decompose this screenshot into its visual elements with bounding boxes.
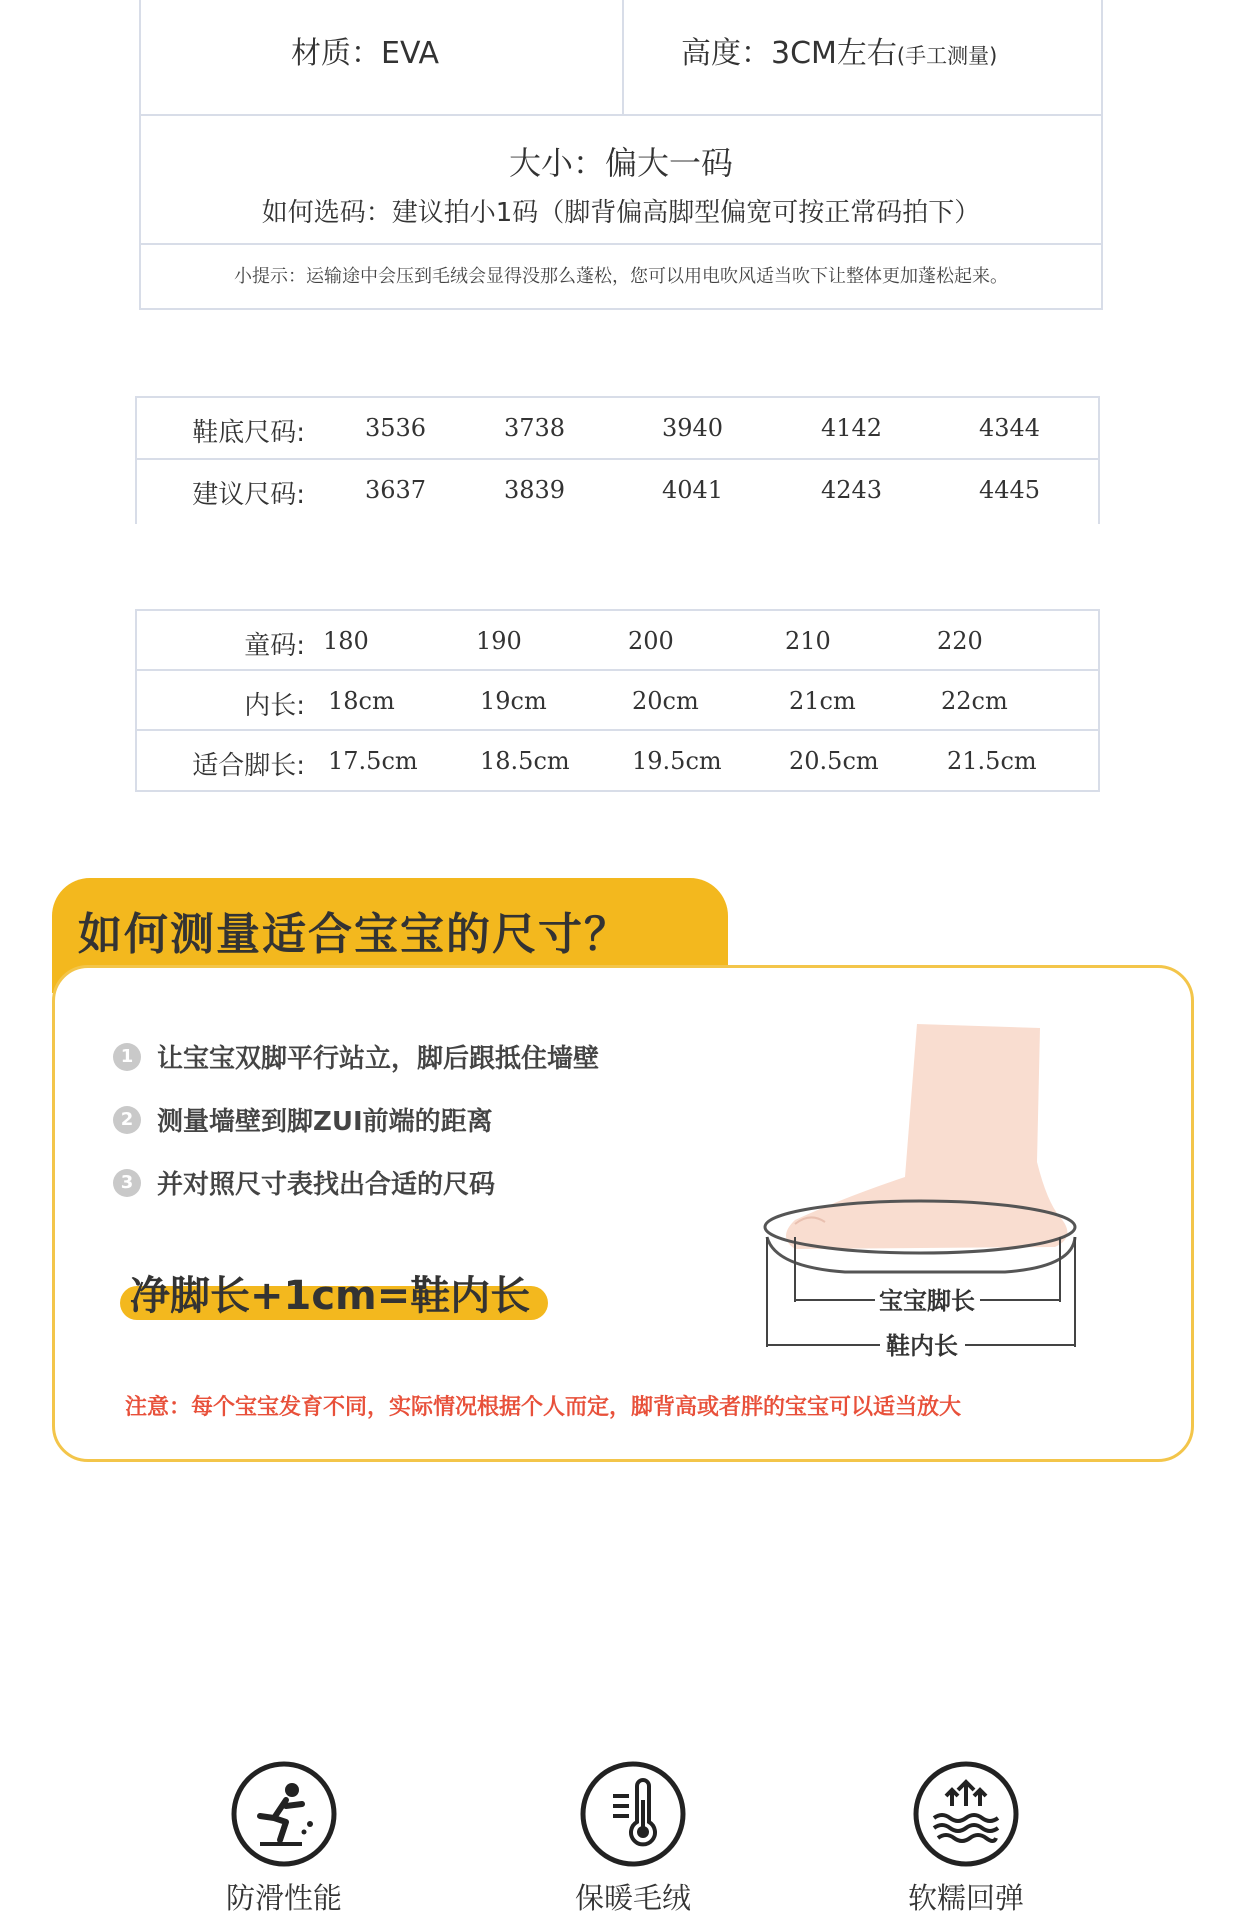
- inner-length-label: 鞋内长: [886, 1332, 958, 1360]
- table-cell: 180: [323, 627, 369, 655]
- table-cell: 3839: [504, 476, 566, 504]
- measure-title: 如何测量适合宝宝的尺寸？: [78, 909, 630, 960]
- table-row: [137, 460, 1098, 522]
- step-item: [113, 1038, 599, 1075]
- table-cell: 21.5cm: [947, 747, 1037, 775]
- feature-label: 软糯回弹: [907, 1881, 1024, 1915]
- info-separator: [141, 243, 1101, 245]
- table-cell: 4142: [821, 414, 883, 442]
- feature-rebound: [876, 1760, 1056, 1917]
- step-number: 1: [113, 1043, 141, 1071]
- size-text: 大小：偏大一码: [508, 144, 733, 182]
- foot-measure-illustration: [755, 1012, 1095, 1367]
- step-number: 3: [113, 1169, 141, 1197]
- row-label: 内长:: [244, 691, 305, 721]
- rebound-icon: [912, 1760, 1020, 1868]
- thermometer-icon: [579, 1760, 687, 1868]
- row-label: 建议尺码:: [192, 480, 305, 510]
- anti-slip-icon: [230, 1760, 338, 1868]
- feature-anti-slip: [194, 1760, 374, 1917]
- table-cell: 3940: [662, 414, 724, 442]
- feature-warm: [543, 1760, 723, 1917]
- table-cell: 19cm: [480, 687, 547, 715]
- height-note: (手工测量): [896, 44, 998, 68]
- table-cell: 4344: [979, 414, 1041, 442]
- table-cell: 4445: [979, 476, 1041, 504]
- row-label: 童码:: [244, 631, 305, 661]
- material-text: 材质：EVA: [291, 36, 440, 71]
- table-cell: 21cm: [789, 687, 856, 715]
- table-row: [137, 398, 1098, 460]
- product-info-box: [139, 0, 1103, 310]
- table-row: [137, 611, 1098, 671]
- table-cell: 20cm: [632, 687, 699, 715]
- formula-text: 净脚长+1cm=鞋内长: [130, 1273, 531, 1319]
- row-label: 鞋底尺码:: [192, 418, 305, 448]
- tip-text: 小提示：运输途中会压到毛绒会显得没那么蓬松，您可以用电吹风适当吹下让整体更加蓬松起来。: [234, 266, 1008, 287]
- table-cell: 200: [628, 627, 674, 655]
- table-cell: 220: [937, 627, 983, 655]
- how-to-choose-text: 如何选码：建议拍小1码（脚背偏高脚型偏宽可按正常码拍下）: [261, 198, 981, 228]
- info-top-row: [141, 0, 1101, 116]
- step-item: [113, 1164, 495, 1201]
- table-row: [137, 731, 1098, 791]
- row-label: 适合脚长:: [192, 751, 305, 781]
- foot-length-label: 宝宝脚长: [879, 1287, 975, 1315]
- measure-note: 注意：每个宝宝发育不同，实际情况根据个人而定，脚背高或者胖的宝宝可以适当放大: [125, 1395, 962, 1420]
- table-cell: 4041: [662, 476, 724, 504]
- table-cell: 18.5cm: [480, 747, 570, 775]
- step-item: [113, 1101, 493, 1138]
- step-text: 测量墙壁到脚ZUI前端的距离: [157, 1107, 493, 1137]
- table-cell: 18cm: [328, 687, 395, 715]
- table-cell: 20.5cm: [789, 747, 879, 775]
- table-row: [137, 671, 1098, 731]
- step-text: 并对照尺寸表找出合适的尺码: [157, 1170, 496, 1200]
- foot-shape: [786, 1024, 1067, 1249]
- table-cell: 17.5cm: [328, 747, 418, 775]
- table-cell: 22cm: [941, 687, 1008, 715]
- table-cell: 3738: [504, 414, 566, 442]
- feature-label: 防滑性能: [225, 1881, 342, 1915]
- table-cell: 3637: [365, 476, 427, 504]
- adult-size-table: [135, 396, 1100, 524]
- table-cell: 3536: [365, 414, 427, 442]
- table-cell: 4243: [821, 476, 883, 504]
- table-cell: 210: [785, 627, 831, 655]
- table-cell: 190: [476, 627, 522, 655]
- height-text: [681, 28, 997, 72]
- height-value: 高度：3CM左右: [681, 36, 897, 71]
- step-text: 让宝宝双脚平行站立，脚后跟抵住墙壁: [157, 1044, 600, 1074]
- step-number: 2: [113, 1106, 141, 1134]
- info-divider: [622, 0, 624, 116]
- kids-size-table: [135, 609, 1100, 792]
- table-cell: 19.5cm: [632, 747, 722, 775]
- feature-label: 保暖毛绒: [574, 1881, 691, 1915]
